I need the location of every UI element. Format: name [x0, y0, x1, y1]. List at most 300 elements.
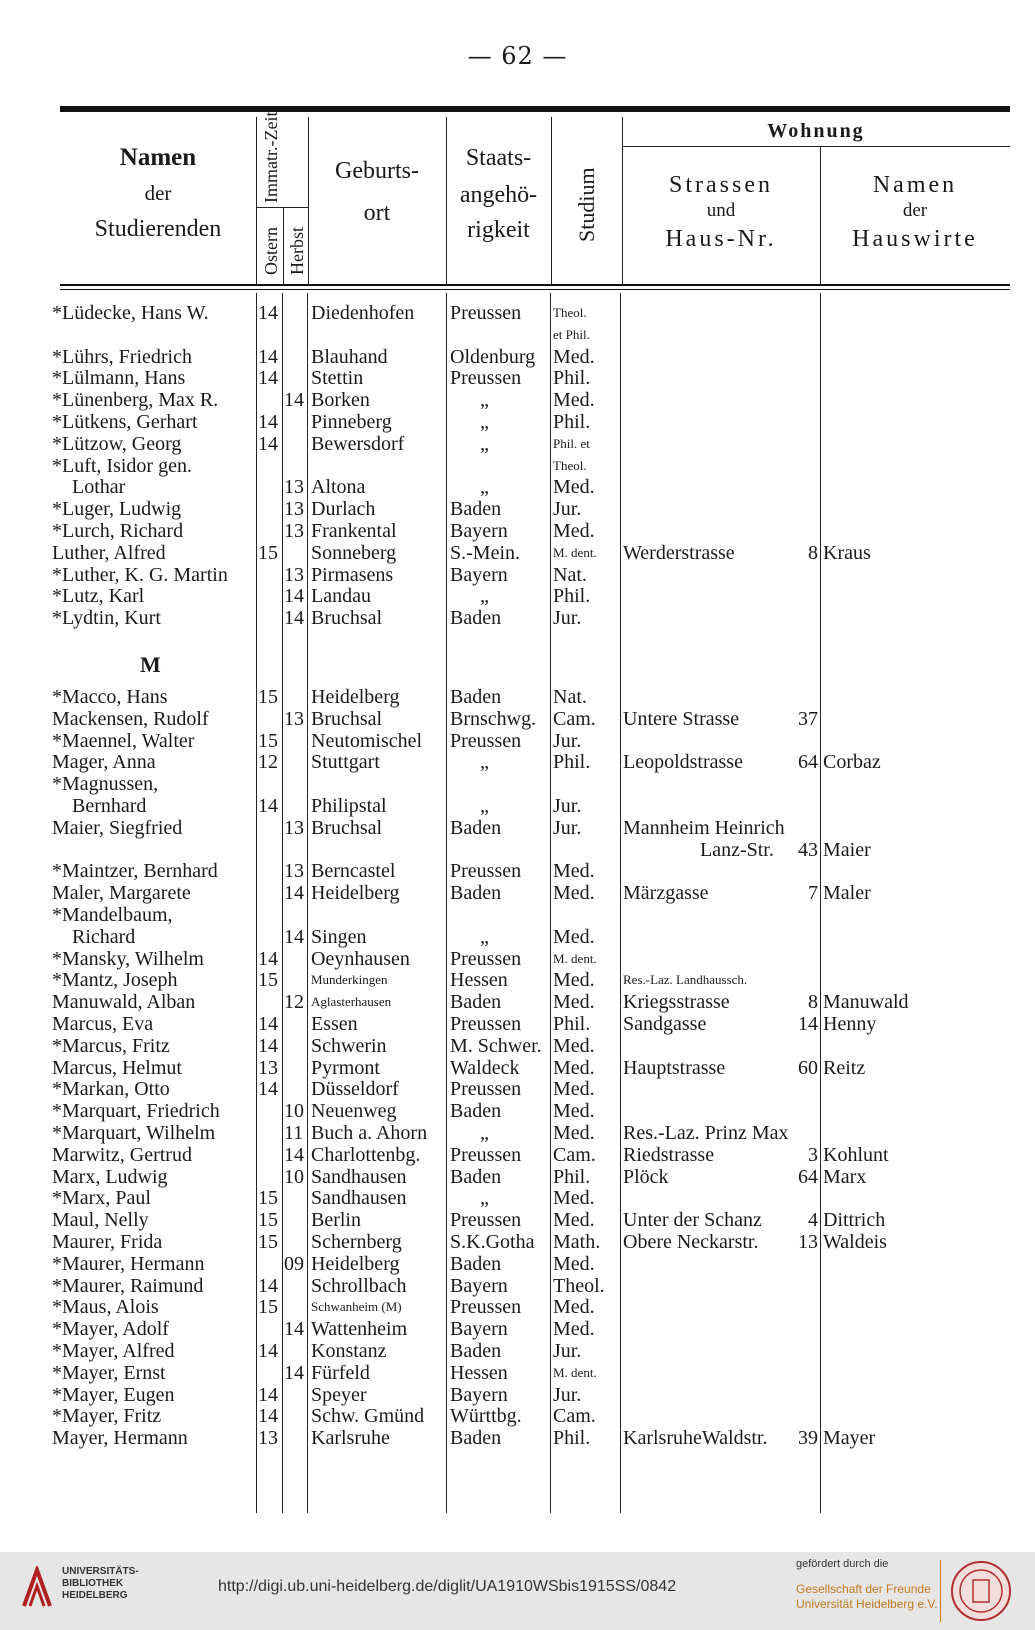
table-row: [0, 1362, 1035, 1384]
cell-str: Werderstrasse: [623, 541, 735, 564]
table-row: [0, 520, 1035, 542]
cell-nr: 3: [808, 1143, 818, 1166]
cell-ort: Schernberg: [311, 1231, 402, 1253]
cell-ort: Schwerin: [311, 1034, 387, 1057]
cell-wirt: Waldeis: [823, 1231, 887, 1253]
cell-wirt: Corbaz: [823, 751, 881, 774]
cell-nr: 37: [798, 707, 818, 730]
table-row: [0, 1122, 1035, 1144]
cell-ort: Blauhand: [311, 345, 388, 368]
table-row: [0, 1057, 1035, 1079]
cell-staat: Baden: [450, 1165, 502, 1188]
cell-ort: Stettin: [311, 367, 364, 390]
cell-name: Bernhard: [72, 795, 147, 817]
cell-nr: 39: [798, 1427, 818, 1450]
cell-staat: „: [480, 476, 489, 499]
cell-staat: Bayern: [450, 1383, 508, 1406]
cell-o: 12: [258, 751, 278, 774]
cell-staat: Preussen: [450, 1013, 522, 1035]
cell-stud: Phil.: [553, 751, 591, 774]
library-name: [62, 1566, 139, 1602]
table-row: [0, 1078, 1035, 1100]
cell-nr: 64: [798, 1165, 818, 1188]
cell-staat: Baden: [450, 816, 502, 839]
cell-stud: Theol.: [553, 305, 587, 320]
cell-staat: Württbg.: [450, 1405, 522, 1428]
cell-stud: Med.: [553, 1209, 595, 1232]
hauswirte-line2: der: [902, 200, 928, 221]
cell-name: Mager, Anna: [52, 751, 156, 774]
table-row: [0, 1144, 1035, 1166]
cell-staat: Preussen: [450, 860, 522, 883]
cell-stud: Phil.: [553, 585, 591, 608]
cell-name: *Maurer, Hermann: [52, 1252, 205, 1275]
cell-name: *Mandelbaum,: [52, 904, 173, 926]
cell-o: 15: [258, 1231, 278, 1253]
cell-ort: Buch a. Ahorn: [311, 1122, 428, 1144]
cell-ort: Durlach: [311, 498, 376, 521]
cell-staat: Preussen: [450, 1078, 522, 1101]
cell-staat: S.K.Gotha: [450, 1231, 535, 1253]
cell-stud: et Phil.: [553, 326, 590, 342]
cell-o: 15: [258, 1296, 278, 1319]
cell-stud: Phil.: [553, 1165, 591, 1188]
cell-staat: Bayern: [450, 563, 508, 586]
ostern-label: Ostern: [261, 227, 281, 275]
cell-name: *Mayer, Ernst: [52, 1361, 166, 1384]
cell-str: Sandgasse: [623, 1013, 707, 1035]
footer-divider: [940, 1560, 941, 1622]
cell-name: *Mantz, Joseph: [52, 969, 178, 992]
cell-stud: Med.: [553, 1252, 595, 1275]
footer-bar: [0, 1552, 1035, 1630]
names-sub: Studierenden: [94, 216, 222, 242]
cell-staat: Baden: [450, 1100, 502, 1123]
header-divider: [256, 117, 257, 285]
cell-h: 14: [284, 585, 304, 608]
cell-name: *Lütkens, Gerhart: [52, 411, 198, 433]
hauswirte-line1: Namen: [872, 172, 958, 198]
table-row: [0, 926, 1035, 948]
cell-staat: „: [480, 1187, 489, 1210]
cell-ort: Essen: [311, 1013, 358, 1035]
cell-stud: Med.: [553, 1078, 595, 1101]
studium-label: Studium: [574, 167, 599, 242]
library-name-line1: UNIVERSITÄTS-: [62, 1566, 139, 1577]
cell-str: Untere Strasse: [623, 707, 740, 730]
table-row: [0, 1384, 1035, 1406]
table-row: [0, 991, 1035, 1013]
cell-stud: Jur.: [553, 729, 582, 752]
table-row: [0, 324, 1035, 346]
cell-staat: Hessen: [450, 969, 508, 992]
cell-stud: Math.: [553, 1231, 601, 1253]
cell-name: *Lünenberg, Max R.: [52, 389, 219, 412]
cell-staat: Preussen: [450, 367, 522, 390]
cell-ort: Fürfeld: [311, 1361, 370, 1384]
library-name-line2: BIBLIOTHEK: [62, 1578, 124, 1589]
table-row: [0, 1187, 1035, 1209]
cell-str: Unter der Schanz: [623, 1209, 762, 1232]
cell-stud: M. dent.: [553, 1364, 597, 1380]
cell-stud: Jur.: [553, 1340, 582, 1362]
cell-ort: Sandhausen: [311, 1165, 407, 1188]
table-row: [0, 411, 1035, 433]
cell-staat: Baden: [450, 607, 502, 630]
cell-wirt: Manuwald: [823, 991, 909, 1014]
table-row: [0, 1318, 1035, 1340]
cell-name: *Mansky, Wilhelm: [52, 947, 204, 970]
cell-name: *Magnussen,: [52, 773, 159, 796]
cell-name: Marwitz, Gertrud: [52, 1143, 192, 1166]
cell-h: 13: [284, 816, 304, 839]
table-row: [0, 904, 1035, 926]
cell-ort: Bruchsal: [311, 816, 383, 839]
table-row: [0, 1296, 1035, 1318]
table-row: [0, 1100, 1035, 1122]
cell-str: Res.-Laz. Prinz Max: [623, 1122, 789, 1144]
cell-h: 10: [284, 1100, 304, 1123]
cell-ort: Schwanheim (M): [311, 1299, 402, 1315]
cell-staat: „: [480, 585, 489, 608]
cell-ort: Pinneberg: [311, 411, 392, 433]
cell-o: 15: [258, 729, 278, 752]
cell-o: 14: [258, 795, 278, 817]
header-bottom-rule-2: [60, 289, 1010, 290]
cell-stud: M. dent.: [553, 544, 597, 560]
cell-stud: Med.: [553, 1056, 595, 1079]
strassen-line3: Haus-Nr.: [665, 226, 777, 252]
cell-h: 14: [284, 1143, 304, 1166]
cell-ort: Konstanz: [311, 1340, 387, 1362]
cell-name: *Maus, Alois: [52, 1296, 159, 1319]
cell-staat: Preussen: [450, 302, 522, 324]
names-der: der: [144, 181, 172, 205]
cell-staat: Preussen: [450, 1209, 522, 1232]
sponsor-name-line2: Universität Heidelberg e.V.: [796, 1597, 938, 1611]
cell-h: 14: [284, 882, 304, 905]
cell-stud: Med.: [553, 389, 595, 412]
cell-name: *Marcus, Fritz: [52, 1034, 170, 1057]
library-logo-icon: [20, 1566, 54, 1610]
cell-name: Richard: [72, 925, 136, 948]
strassen-line2: und: [706, 200, 736, 221]
cell-str: Märzgasse: [623, 882, 709, 905]
sponsor-caption: gefördert durch die: [796, 1558, 889, 1570]
cell-name: Marcus, Helmut: [52, 1056, 182, 1079]
cell-wirt: Kraus: [823, 541, 871, 564]
cell-name: Maler, Margarete: [52, 882, 191, 905]
herbst-label: Herbst: [287, 227, 307, 275]
table-row: [0, 476, 1035, 498]
cell-ort: Frankental: [311, 520, 397, 542]
cell-stud: Med.: [553, 1187, 595, 1210]
cell-o: 14: [258, 302, 278, 324]
table-row: [0, 751, 1035, 773]
staats-line3: rigkeit: [467, 217, 530, 243]
cell-ort: Philipstal: [311, 795, 387, 817]
cell-name: *Marx, Paul: [52, 1187, 151, 1210]
cell-o: 14: [258, 345, 278, 368]
cell-stud: M. dent.: [553, 950, 597, 966]
table-row: [0, 367, 1035, 389]
cell-o: 14: [258, 1078, 278, 1101]
cell-o: 15: [258, 1209, 278, 1232]
strassen-line1: Strassen: [669, 172, 773, 198]
cell-wirt: Dittrich: [823, 1209, 886, 1232]
cell-staat: Preussen: [450, 1143, 522, 1166]
cell-ort: Heidelberg: [311, 1252, 400, 1275]
table-row: [0, 542, 1035, 564]
table-row: [0, 817, 1035, 839]
cell-ort: Pirmasens: [311, 563, 394, 586]
cell-ort: Schrollbach: [311, 1274, 407, 1297]
cell-nr: 8: [808, 541, 818, 564]
cell-o: 14: [258, 411, 278, 433]
cell-stud: Cam.: [553, 1405, 596, 1428]
cell-str: Obere Neckarstr.: [623, 1231, 759, 1253]
cell-o: 14: [258, 1340, 278, 1362]
table-row: [0, 1427, 1035, 1449]
names-title: Namen: [119, 144, 197, 171]
cell-staat: „: [480, 389, 489, 412]
cell-staat: Preussen: [450, 1296, 522, 1319]
header-divider: [551, 117, 552, 285]
cell-str: Riedstrasse: [623, 1143, 715, 1166]
cell-name: Mayer, Hermann: [52, 1427, 188, 1450]
table-row: [0, 585, 1035, 607]
table-row: [0, 730, 1035, 752]
cell-h: 13: [284, 476, 304, 499]
cell-name: *Lydtin, Kurt: [52, 607, 161, 630]
cell-ort: Landau: [311, 585, 371, 608]
cell-stud: Med.: [553, 520, 595, 542]
cell-stud: Med.: [553, 1034, 595, 1057]
cell-wirt: Mayer: [823, 1427, 876, 1450]
cell-stud: Jur.: [553, 607, 582, 630]
cell-wirt: Kohlunt: [823, 1143, 889, 1166]
cell-o: 14: [258, 1405, 278, 1428]
cell-name: *Maintzer, Bernhard: [52, 860, 218, 883]
header-bottom-rule: [60, 284, 1010, 286]
cell-name: *Luther, K. G. Martin: [52, 563, 228, 586]
cell-staat: Brnschwg.: [450, 707, 537, 730]
cell-ort: Neutomischel: [311, 729, 423, 752]
cell-name: Maier, Siegfried: [52, 816, 183, 839]
cell-stud: Med.: [553, 1318, 595, 1341]
cell-ort: Karlsruhe: [311, 1427, 390, 1450]
cell-o: 14: [258, 1383, 278, 1406]
cell-name: Maul, Nelly: [52, 1209, 149, 1232]
cell-name: *Markan, Otto: [52, 1078, 170, 1101]
cell-staat: „: [480, 1122, 489, 1144]
cell-stud: Nat.: [553, 686, 587, 708]
cell-ort: Oeynhausen: [311, 947, 410, 970]
cell-staat: Baden: [450, 1340, 502, 1362]
table-row: [0, 1035, 1035, 1057]
cell-nr: 43: [798, 838, 818, 861]
cell-ort: Bruchsal: [311, 707, 383, 730]
cell-staat: „: [480, 751, 489, 774]
table-row: [0, 1209, 1035, 1231]
cell-staat: „: [480, 925, 489, 948]
cell-wirt: Reitz: [823, 1056, 866, 1079]
header-divider: [256, 207, 308, 208]
table-row: [0, 882, 1035, 904]
cell-name: Marx, Ludwig: [52, 1165, 168, 1188]
staats-line2: angehö-: [459, 182, 538, 208]
cell-staat: Waldeck: [450, 1056, 520, 1079]
cell-name: *Lutz, Karl: [52, 585, 145, 608]
table-row: [0, 302, 1035, 324]
cell-staat: Preussen: [450, 729, 522, 752]
cell-stud: Jur.: [553, 795, 582, 817]
cell-stud: Med.: [553, 860, 595, 883]
cell-ort: Schw. Gmünd: [311, 1405, 425, 1428]
cell-h: 13: [284, 707, 304, 730]
cell-name: Lothar: [72, 476, 126, 499]
cell-o: 14: [258, 1274, 278, 1297]
cell-name: *Lührs, Friedrich: [52, 345, 192, 368]
cell-stud: Phil.: [553, 411, 591, 433]
cell-stud: Med.: [553, 882, 595, 905]
cell-staat: Baden: [450, 686, 502, 708]
cell-stud: Med.: [553, 1100, 595, 1123]
cell-stud: Med.: [553, 1122, 595, 1144]
cell-stud: Jur.: [553, 1383, 582, 1406]
cell-h: 12: [284, 991, 304, 1014]
geburtsort-line2: ort: [363, 200, 391, 226]
cell-ort: Bruchsal: [311, 607, 383, 630]
cell-name: *Mayer, Fritz: [52, 1405, 162, 1428]
staats-line1: Staats-: [465, 145, 532, 171]
cell-str: KarlsruheWaldstr.: [623, 1427, 768, 1450]
geburtsort-line1: Geburts-: [335, 158, 419, 184]
cell-o: 14: [258, 947, 278, 970]
cell-ort: Heidelberg: [311, 882, 400, 905]
cell-h: 10: [284, 1165, 304, 1188]
cell-name: *Lützow, Georg: [52, 432, 182, 455]
cell-staat: Oldenburg: [450, 345, 536, 368]
cell-name: *Maurer, Raimund: [52, 1274, 204, 1297]
cell-stud: Cam.: [553, 1143, 596, 1166]
cell-ort: Charlottenbg.: [311, 1143, 421, 1166]
cell-wirt: Marx: [823, 1165, 867, 1188]
cell-name: *Macco, Hans: [52, 686, 168, 708]
cell-name: Mackensen, Rudolf: [52, 707, 209, 730]
cell-ort: Düsseldorf: [311, 1078, 399, 1101]
cell-stud: Med.: [553, 1296, 595, 1319]
table-row: [0, 948, 1035, 970]
cell-stud: Med.: [553, 476, 595, 499]
table-row: [0, 564, 1035, 586]
cell-name: *Lurch, Richard: [52, 520, 184, 542]
cell-o: 13: [258, 1056, 278, 1079]
cell-stud: Med.: [553, 969, 595, 992]
cell-staat: Bayern: [450, 520, 508, 542]
table-header: [60, 111, 1010, 285]
cell-ort: Bewersdorf: [311, 432, 405, 455]
cell-staat: S.-Mein.: [450, 541, 520, 564]
cell-stud: Cam.: [553, 707, 596, 730]
cell-staat: Baden: [450, 1427, 502, 1450]
cell-staat: „: [480, 432, 489, 455]
cell-stud: Phil.: [553, 1013, 591, 1035]
table-row: [0, 455, 1035, 477]
library-name-line3: HEIDELBERG: [62, 1590, 128, 1601]
cell-h: 13: [284, 563, 304, 586]
sponsor-name: [796, 1582, 938, 1612]
cell-staat: Preussen: [450, 947, 522, 970]
cell-stud: Phil. et: [553, 435, 590, 451]
section-letter: M: [140, 652, 161, 677]
cell-name: *Mayer, Eugen: [52, 1383, 175, 1406]
cell-name: Maurer, Frida: [52, 1231, 163, 1253]
cell-h: 14: [284, 1318, 304, 1341]
table-row: [0, 1340, 1035, 1362]
cell-nr: 60: [798, 1056, 818, 1079]
table-row: [0, 773, 1035, 795]
page-number: — 62 —: [467, 42, 568, 70]
cell-str: Hauptstrasse: [623, 1056, 726, 1079]
cell-ort: Heidelberg: [311, 686, 400, 708]
cell-ort: Aglasterhausen: [311, 994, 392, 1010]
cell-staat: Baden: [450, 991, 502, 1014]
table-row: [0, 1253, 1035, 1275]
cell-nr: 8: [808, 991, 818, 1014]
cell-staat: Baden: [450, 882, 502, 905]
cell-stud: Nat.: [553, 563, 587, 586]
cell-h: 14: [284, 1361, 304, 1384]
cell-wirt: Maler: [823, 882, 871, 905]
cell-name: *Maennel, Walter: [52, 729, 195, 752]
sponsor-name-line1: Gesellschaft der Freunde: [796, 1582, 931, 1596]
top-thick-rule: [60, 106, 1010, 112]
cell-o: 14: [258, 1013, 278, 1035]
table-row: [0, 969, 1035, 991]
cell-ort: Altona: [311, 476, 366, 499]
table-row: [0, 1405, 1035, 1427]
cell-name: *Marquart, Wilhelm: [52, 1122, 216, 1144]
cell-name: Marcus, Eva: [52, 1013, 154, 1035]
cell-ort: Borken: [311, 389, 370, 412]
cell-ort: Pyrmont: [311, 1056, 380, 1079]
cell-h: 09: [284, 1252, 304, 1275]
cell-stud: Theol.: [553, 457, 587, 473]
source-url[interactable]: http://digi.ub.uni-heidelberg.de/diglit/UA1910WSbis1915SS/0842: [218, 1578, 677, 1595]
cell-nr: 13: [798, 1231, 818, 1253]
table-row: [0, 686, 1035, 708]
wohnung-label: Wohnung: [767, 120, 865, 142]
cell-stud: Med.: [553, 991, 595, 1014]
cell-h: 13: [284, 860, 304, 883]
cell-name: *Lüdecke, Hans W.: [52, 302, 209, 324]
cell-h: 14: [284, 925, 304, 948]
cell-ort: Berlin: [311, 1209, 361, 1232]
cell-stud: Phil.: [553, 1427, 591, 1450]
cell-name: *Mayer, Alfred: [52, 1340, 175, 1362]
cell-ort: Speyer: [311, 1383, 367, 1406]
header-divider: [283, 207, 284, 285]
table-row: [0, 389, 1035, 411]
cell-o: 14: [258, 432, 278, 455]
cell-h: 11: [284, 1122, 304, 1144]
cell-staat: „: [480, 795, 489, 817]
cell-ort: Sandhausen: [311, 1187, 407, 1210]
cell-nr: 14: [798, 1013, 818, 1035]
cell-stud: Med.: [553, 345, 595, 368]
cell-str: Lanz-Str.: [700, 838, 774, 861]
